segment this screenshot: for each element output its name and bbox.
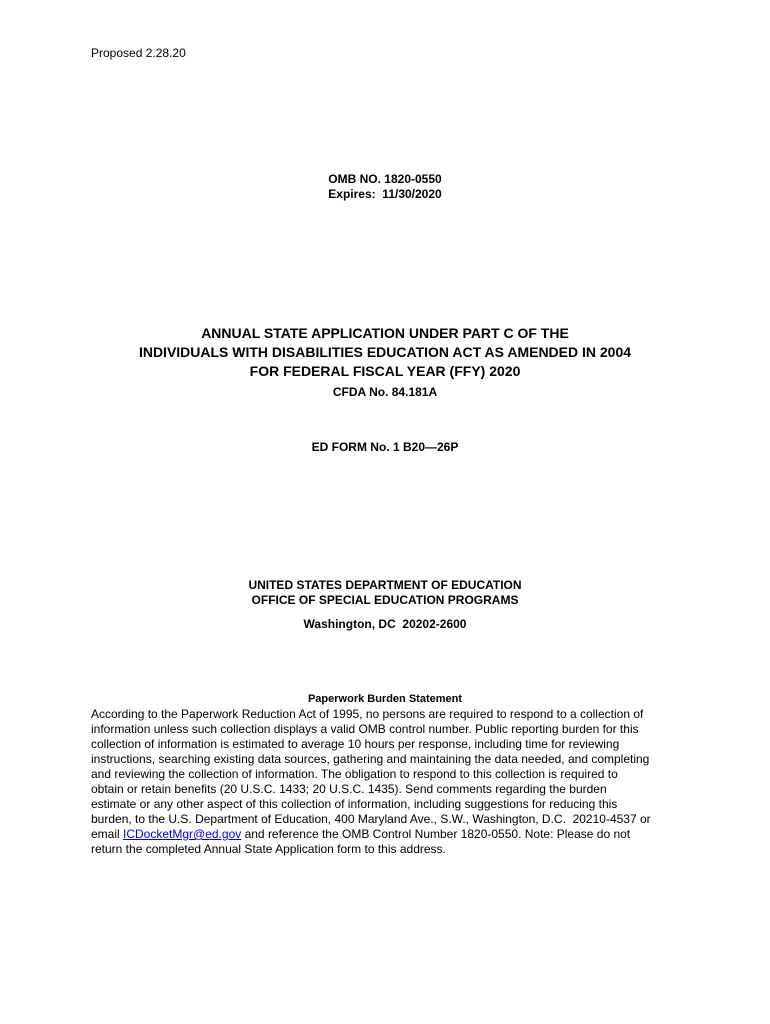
- paperwork-line: instructions, searching existing data sources, gathering and maintaining the data needed, and completing: [91, 752, 650, 766]
- paperwork-statement: [91, 707, 691, 857]
- paperwork-line: return the completed Annual State Application form to this address.: [91, 842, 446, 856]
- omb-expires: Expires: 11/30/2020: [328, 187, 442, 201]
- title-line-1: ANNUAL STATE APPLICATION UNDER PART C OF THE: [201, 325, 569, 341]
- paperwork-line: collection of information is estimated to average 10 hours per response, including time for reviewing: [91, 737, 620, 751]
- omb-block: [0, 172, 770, 202]
- paperwork-line: and reviewing the collection of information. The obligation to respond to this collection is required to: [91, 767, 618, 781]
- paperwork-line: information unless such collection displays a valid OMB control number. Public reporting burden for this: [91, 722, 639, 736]
- document-title: [0, 324, 770, 381]
- paperwork-email-line: [91, 827, 691, 842]
- proposed-date: Proposed 2.28.20: [91, 46, 186, 60]
- paperwork-line: obtain or retain benefits (20 U.S.C. 1433; 20 U.S.C. 1435). Send comments regarding the burden: [91, 782, 607, 796]
- department-block: [0, 578, 770, 608]
- ed-form-number: ED FORM No. 1 B20—26P: [311, 440, 459, 454]
- email-link[interactable]: ICDocketMgr@ed.gov: [123, 827, 242, 841]
- paperwork-heading: Paperwork Burden Statement: [307, 693, 463, 705]
- paperwork-line: According to the Paperwork Reduction Act of 1995, no persons are required to respond to a collection of: [91, 707, 644, 721]
- email-prefix: email: [91, 827, 124, 841]
- email-suffix: and reference the OMB Control Number 1820-0550. Note: Please do not: [241, 827, 631, 841]
- title-line-2: INDIVIDUALS WITH DISABILITIES EDUCATION ACT AS AMENDED IN 2004: [138, 344, 632, 360]
- cfda-number: CFDA No. 84.181A: [332, 385, 438, 399]
- address: Washington, DC 20202-2600: [303, 617, 467, 631]
- department-line-2: OFFICE OF SPECIAL EDUCATION PROGRAMS: [251, 593, 519, 607]
- paperwork-line: burden, to the U.S. Department of Education, 400 Maryland Ave., S.W., Washington, D.C. 20210-4537 or: [91, 812, 651, 826]
- department-line-1: UNITED STATES DEPARTMENT OF EDUCATION: [248, 578, 522, 592]
- omb-number: OMB NO. 1820-0550: [328, 172, 442, 186]
- title-line-3: FOR FEDERAL FISCAL YEAR (FFY) 2020: [249, 363, 521, 379]
- paperwork-line: estimate or any other aspect of this collection of information, including suggestions for reducing this: [91, 797, 618, 811]
